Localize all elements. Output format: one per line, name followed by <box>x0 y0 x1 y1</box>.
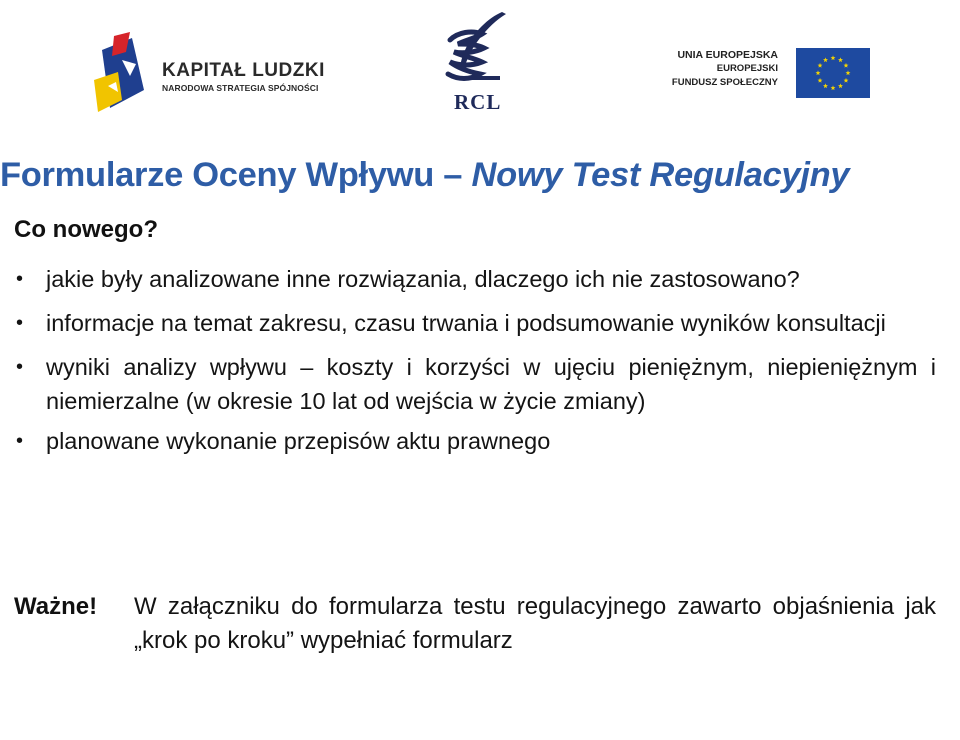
eu-wordmark <box>672 48 778 90</box>
important-note <box>14 590 936 658</box>
kapital-ludzki-symbol-icon <box>92 30 154 120</box>
page-title-main: Formularze Oceny Wpływu – <box>0 156 472 194</box>
eu-line-3: FUNDUSZ SPOŁECZNY <box>671 77 778 88</box>
bullet-list <box>14 262 936 458</box>
kapital-ludzki-title: KAPITAŁ LUDZKI <box>162 60 325 81</box>
kapital-ludzki-wordmark <box>162 60 325 94</box>
important-text: W załączniku do formularza testu regulacyjnego zawarto objaśnienia jak „krok po kroku” wypełniać formularz <box>134 593 936 654</box>
bullet-item: • planowane wykonanie przepisów aktu prawnego <box>14 424 936 458</box>
important-label: Ważne! <box>14 593 98 620</box>
eu-title: UNIA EUROPEJSKA <box>677 49 778 61</box>
eu-flag-icon <box>796 48 870 98</box>
rcl-logo <box>440 8 520 112</box>
section-heading: Co nowego? <box>14 216 158 243</box>
kapital-ludzki-subtitle: NARODOWA STRATEGIA SPÓJNOŚCI <box>162 83 319 93</box>
quill-icon <box>440 8 520 90</box>
rcl-text: RCL <box>454 90 502 114</box>
page-title <box>0 156 960 195</box>
eu-logo <box>670 46 870 106</box>
eu-line-2: EUROPEJSKI <box>716 63 778 74</box>
bullet-item: • wyniki analizy wpływu – koszty i korzyści w ujęciu pieniężnym, niepieniężnym i niemierzalne (w okresie 10 lat od wejścia w życie zmiany) <box>14 350 936 418</box>
kapital-ludzki-logo <box>92 30 332 120</box>
page-title-italic: Nowy Test Regulacyjny <box>471 156 850 194</box>
bullet-item: • informacje na temat zakresu, czasu trwania i podsumowanie wyników konsultacji <box>14 306 936 340</box>
bullet-item: • jakie były analizowane inne rozwiązania, dlaczego ich nie zastosowano? <box>14 262 936 296</box>
